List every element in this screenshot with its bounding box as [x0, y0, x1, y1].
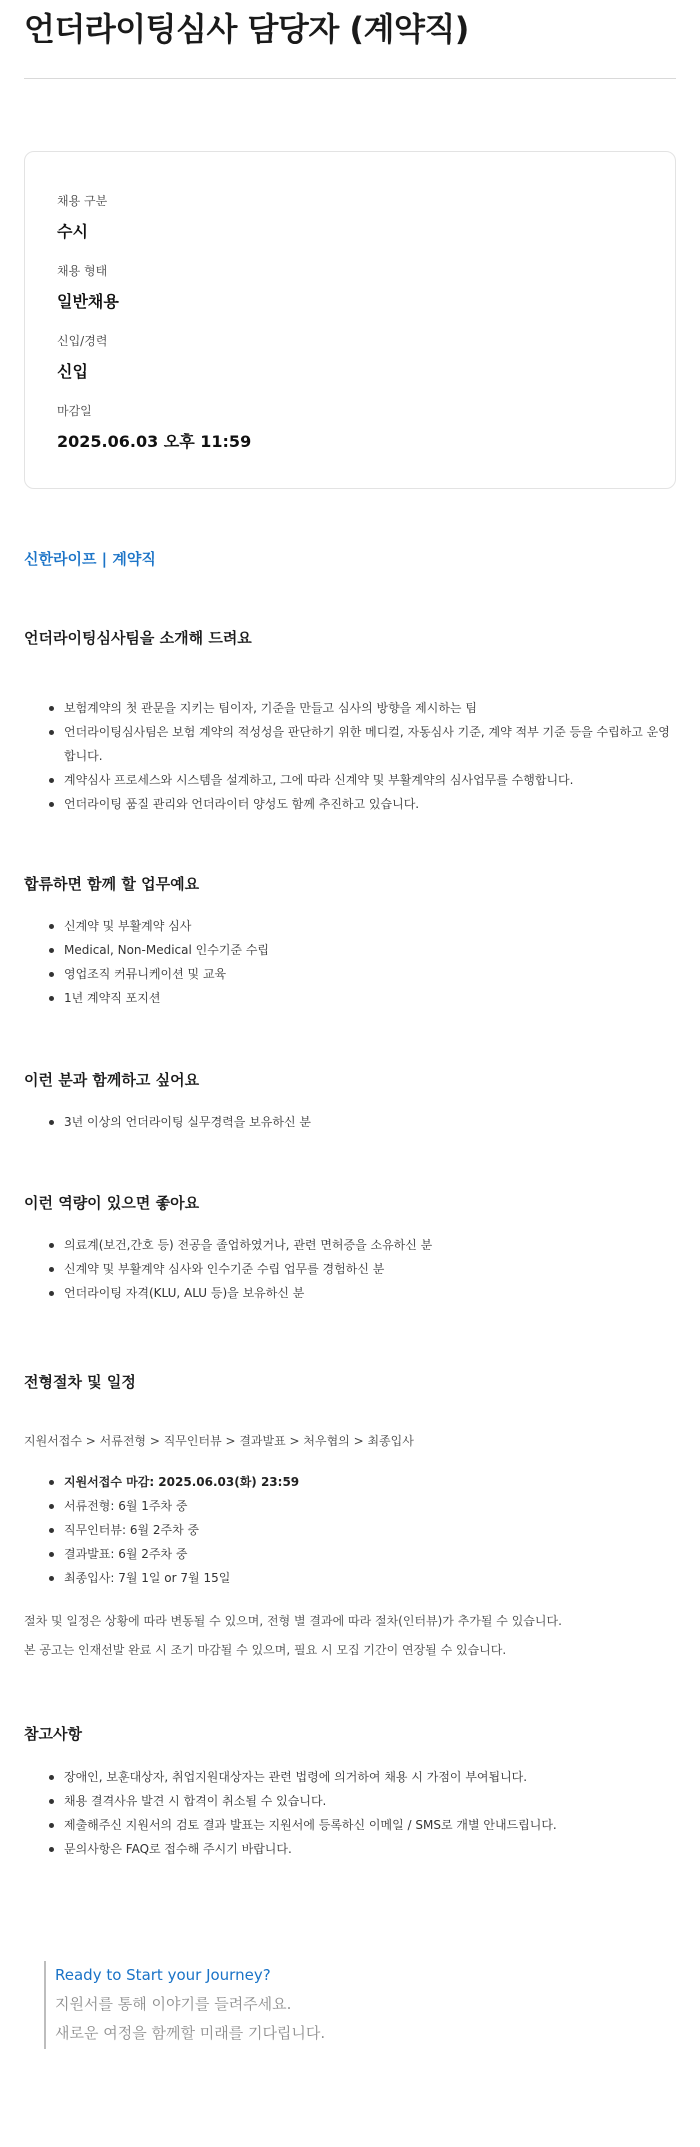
- list-item: 계약심사 프로세스와 시스템을 설계하고, 그에 따라 신계약 및 부활계약의 심사업무를 수행합니다.: [64, 768, 676, 792]
- preferred-list: [64, 1233, 676, 1305]
- info-label: 채용 구분: [57, 194, 108, 208]
- info-career-level: [57, 332, 107, 382]
- list-item: 직무인터뷰: 6월 2주차 중: [64, 1518, 676, 1542]
- info-recruit-type: [57, 192, 107, 242]
- info-deadline: [57, 402, 251, 452]
- section-title-requirements: 이런 분과 함께하고 싶어요: [24, 1071, 200, 1089]
- list-item: 최종입사: 7월 1일 or 7월 15일: [64, 1566, 676, 1590]
- closing-line: 새로운 여정을 함께할 미래를 기다립니다.: [55, 2024, 326, 2042]
- section-title-preferred: 이런 역량이 있으면 좋아요: [24, 1194, 200, 1212]
- list-item: 장애인, 보훈대상자, 취업지원대상자는 관련 법령에 의거하여 채용 시 가점이 부여됩니다.: [64, 1765, 676, 1789]
- process-flow: 지원서접수 > 서류전형 > 직무인터뷰 > 결과발표 > 처우협의 > 최종입사: [24, 1434, 414, 1448]
- list-item-deadline: 지원서접수 마감: 2025.06.03(화) 23:59: [64, 1470, 676, 1494]
- list-item: 보험계약의 첫 관문을 지키는 팀이자, 기준을 만들고 심사의 방향을 제시하는 팀: [64, 696, 676, 720]
- info-label: 채용 형태: [57, 264, 108, 278]
- list-item: 영업조직 커뮤니케이션 및 교육: [64, 962, 676, 986]
- page-title: 언더라이팅심사 담당자 (계약직): [24, 10, 469, 48]
- section-title-process: 전형절차 및 일정: [24, 1373, 136, 1391]
- list-item: 1년 계약직 포지션: [64, 986, 676, 1010]
- info-value: 일반채용: [57, 292, 119, 311]
- section-title-notes: 참고사항: [24, 1725, 82, 1743]
- list-item: 채용 결격사유 발견 시 합격이 취소될 수 있습니다.: [64, 1789, 676, 1813]
- list-item: 의료계(보건,간호 등) 전공을 졸업하였거나, 관련 면허증을 소유하신 분: [64, 1233, 676, 1257]
- list-item: 제출해주신 지원서의 검토 결과 발표는 지원서에 등록하신 이메일 / SMS로 개별 안내드립니다.: [64, 1813, 676, 1837]
- list-item: 문의사항은 FAQ로 접수해 주시기 바랍니다.: [64, 1837, 676, 1861]
- list-item: 서류전형: 6월 1주차 중: [64, 1494, 676, 1518]
- job-info-card: [24, 151, 676, 489]
- company-label: 신한라이프 | 계약직: [24, 550, 156, 568]
- process-note: 본 공고는 인재선발 완료 시 조기 마감될 수 있으며, 필요 시 모집 기간이 연장될 수 있습니다.: [24, 1643, 507, 1657]
- info-value: 수시: [57, 222, 88, 241]
- list-item: Medical, Non-Medical 인수기준 수립: [64, 938, 676, 962]
- closing-headline: Ready to Start your Journey?: [55, 1966, 271, 1984]
- section-title-intro: 언더라이팅심사팀을 소개해 드려요: [24, 629, 252, 647]
- info-value: 2025.06.03 오후 11:59: [57, 432, 252, 451]
- list-item: 신계약 및 부활계약 심사와 인수기준 수립 업무를 경험하신 분: [64, 1257, 676, 1281]
- requirements-list: [64, 1110, 676, 1134]
- notes-list: [64, 1765, 676, 1861]
- section-title-duties: 합류하면 함께 할 업무예요: [24, 875, 200, 893]
- intro-list: [64, 696, 676, 816]
- process-note: 절차 및 일정은 상황에 따라 변동될 수 있으며, 전형 별 결과에 따라 절차(인터뷰)가 추가될 수 있습니다.: [24, 1614, 562, 1628]
- process-schedule-list: [64, 1470, 676, 1590]
- list-item: 언더라이팅 자격(KLU, ALU 등)을 보유하신 분: [64, 1281, 676, 1305]
- closing-line: 지원서를 통해 이야기를 들려주세요.: [55, 1995, 292, 2013]
- info-employment-type: [57, 262, 119, 312]
- list-item: 언더라이팅심사팀은 보험 계약의 적성성을 판단하기 위한 메디컬, 자동심사 기준, 계약 적부 기준 등을 수립하고 운영합니다.: [64, 720, 676, 768]
- list-item: 결과발표: 6월 2주차 중: [64, 1542, 676, 1566]
- info-label: 신입/경력: [57, 334, 108, 348]
- duties-list: [64, 914, 676, 1010]
- closing-quote: [44, 1961, 444, 2049]
- list-item: 신계약 및 부활계약 심사: [64, 914, 676, 938]
- list-item: 언더라이팅 품질 관리와 언더라이터 양성도 함께 추진하고 있습니다.: [64, 792, 676, 816]
- title-divider: [24, 78, 676, 79]
- info-label: 마감일: [57, 404, 92, 418]
- list-item: 3년 이상의 언더라이팅 실무경력을 보유하신 분: [64, 1110, 676, 1134]
- info-value: 신입: [57, 362, 88, 381]
